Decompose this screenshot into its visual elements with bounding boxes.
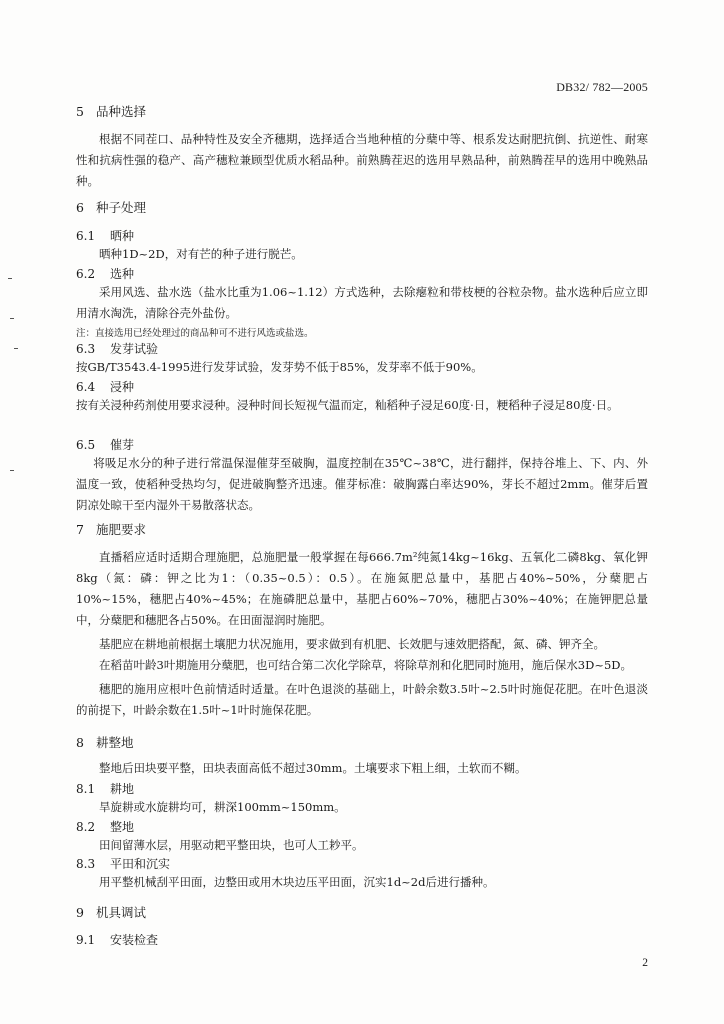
subsection-title: 安装检查 [110, 933, 159, 947]
paragraph: 整地后田块要平整，田块表面高低不超过30mm。土壤要求下粗上细，土软而不糊。 [99, 761, 527, 775]
section-7 [76, 522, 648, 538]
subsection-heading [76, 856, 648, 872]
section-heading [76, 735, 648, 751]
subsection-8-3 [76, 856, 648, 892]
paragraph: 按GB/T3543.4-1995进行发芽试验，发芽势不低于85%，发芽率不低于90%。 [76, 360, 483, 374]
subsection-title: 浸种 [110, 380, 135, 394]
section-heading [76, 104, 648, 120]
scan-mark [8, 278, 12, 279]
subsection-heading [76, 266, 648, 282]
section-9 [76, 905, 648, 921]
paragraph: 将吸足水分的种子进行常温保湿催芽至破胸，温度控制在35℃~38℃，进行翻拌，保持谷堆上、下、内、外温度一致，使稻种受热均匀，促进破胸整齐迅速。催芽标准：破胸露白率达90%，芽长不超过2mm。催芽后置阴凉处晾干至内湿外干易散落状态。 [76, 456, 648, 512]
section-title: 机具调试 [96, 905, 147, 920]
paragraph: 按有关浸种药剂使用要求浸种。浸种时间长短视气温而定，籼稻种子浸足60度·日，粳稻种子浸足80度·日。 [76, 398, 619, 412]
subsection-number: 9.1 [76, 933, 96, 947]
section-title: 耕整地 [96, 735, 134, 750]
subsection-number: 6.4 [76, 380, 96, 394]
section-heading [76, 522, 648, 538]
subsection-number: 6.5 [76, 438, 96, 452]
subsection-title: 耕地 [110, 782, 135, 796]
page-number: 2 [642, 957, 648, 969]
subsection-6-1 [76, 228, 648, 264]
subsection-heading [76, 228, 648, 244]
section-8 [76, 735, 648, 751]
section-6 [76, 200, 648, 216]
subsection-title: 发芽试验 [110, 342, 159, 356]
subsection-title: 平田和沉实 [110, 857, 171, 871]
subsection-number: 6.2 [76, 267, 96, 281]
subsection-heading [76, 379, 648, 395]
subsection-6-4 [76, 379, 648, 416]
subsection-number: 8.2 [76, 820, 96, 834]
paragraph: 采用风选、盐水选（盐水比重为1.06~1.12）方式选种，去除瘪粒和带枝梗的谷粒杂物。盐水选种后应立即用清水淘洗，清除谷壳外盐份。 [76, 285, 648, 320]
paragraph: 晒种1D~2D，对有芒的种子进行脱芒。 [99, 247, 303, 261]
subsection-8-2 [76, 819, 648, 855]
subsection-title: 催芽 [110, 438, 135, 452]
subsection-number: 8.1 [76, 782, 96, 796]
section-number: 5 [76, 104, 84, 119]
section-7-body [76, 547, 648, 721]
subsection-number: 6.3 [76, 342, 96, 356]
scan-mark [14, 348, 18, 349]
paragraph: 穗肥的施用应根叶色前情适时适量。在叶色退淡的基础上，叶龄余数3.5叶~2.5叶时施促花肥。在叶色退淡的前提下，叶龄余数在1.5叶~1叶时施保花肥。 [76, 682, 648, 717]
section-5-body [76, 129, 648, 192]
subsection-6-3 [76, 341, 648, 377]
subsection-title: 晒种 [110, 229, 135, 243]
subsection-heading [76, 437, 648, 453]
section-number: 7 [76, 522, 84, 537]
scan-mark [10, 470, 14, 471]
section-number: 8 [76, 735, 84, 750]
note: 注：直接选用已经处理过的商品种可不进行风选或盐选。 [76, 328, 314, 339]
section-number: 6 [76, 200, 84, 215]
section-title: 品种选择 [96, 104, 147, 119]
subsection-heading [76, 819, 648, 835]
section-heading [76, 905, 648, 921]
subsection-title: 整地 [110, 820, 135, 834]
paragraph: 根据不同茬口、品种特性及安全齐穗期，选择适合当地种植的分蘖中等、根系发达耐肥抗倒、抗逆性、耐寒性和抗病性强的稳产、高产穗粒兼顾型优质水稻品种。前熟腾茬迟的选用早熟品种，前熟腾茬早的选用中晚熟品种。 [76, 132, 648, 188]
section-8-body [76, 758, 648, 778]
paragraph: 在稻苗叶龄3叶期施用分蘖肥，也可结合第二次化学除草，将除草剂和化肥同时施用，施后保水3D~5D。 [99, 658, 633, 672]
subsection-title: 选种 [110, 267, 135, 281]
section-title: 种子处理 [96, 200, 147, 215]
paragraph: 基肥应在耕地前根据土壤肥力状况施用，要求做到有机肥、长效肥与速效肥搭配，氮、磷、钾齐全。 [99, 637, 605, 651]
subsection-6-5 [76, 437, 648, 516]
section-heading [76, 200, 648, 216]
subsection-6-2 [76, 266, 648, 341]
paragraph: 田间留薄水层，用驱动耙平整田块，也可人工耖平。 [99, 838, 364, 852]
subsection-heading [76, 932, 648, 948]
subsection-heading [76, 781, 648, 797]
subsection-number: 6.1 [76, 229, 96, 243]
document-code: DB32/ 782—2005 [556, 80, 648, 94]
paragraph: 用平整机械刮平田面，边整田或用木块边压平田面，沉实1d~2d后进行播种。 [99, 875, 495, 889]
paragraph: 旱旋耕或水旋耕均可，耕深100mm~150mm。 [99, 800, 346, 814]
subsection-heading [76, 341, 648, 357]
section-number: 9 [76, 905, 84, 920]
section-title: 施肥要求 [96, 522, 147, 537]
paragraph: 直播稻应适时适期合理施肥，总施肥量一般掌握在每666.7m²纯氮14kg~16kg、五氧化二磷8kg、氧化钾8kg（氮：磷：钾之比为1：（0.35~0.5）：0.5）。在施氮肥总量中，基肥占40%~50%，分蘖肥占10%~15%，穗肥占40%~45%；在施磷肥总量中，基肥占60%~70%，穗肥占30%~40%；在施钾肥总量中，分蘖肥和穗肥各占50%。在田面湿润时施肥。 [76, 550, 648, 627]
scan-mark [10, 318, 14, 319]
subsection-9-1 [76, 932, 648, 948]
subsection-8-1 [76, 781, 648, 817]
subsection-number: 8.3 [76, 857, 96, 871]
section-5 [76, 104, 648, 120]
